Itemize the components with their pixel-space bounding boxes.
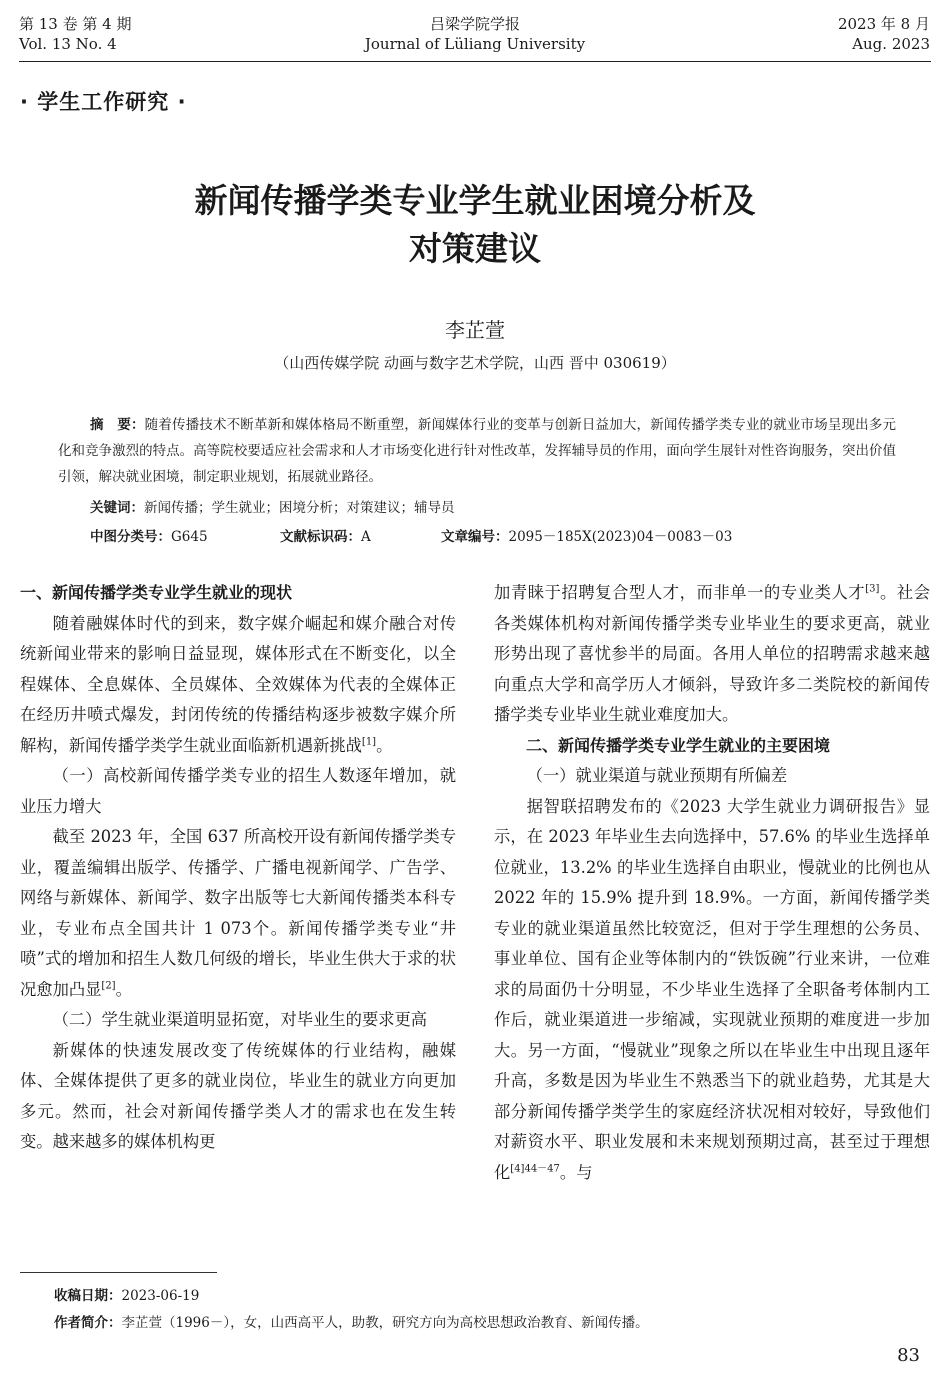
body-right-column: [494, 578, 930, 1188]
citation-ref: [4]44－47: [510, 1163, 560, 1175]
abstract-text: 随着传播技术不断革新和媒体格局不断重塑，新闻媒体行业的变革与创新日益加大，新闻传播学类专业的就业市场呈现出多元化和竞争激烈的特点。高等院校要适应社会需求和人才市场变化进行针对性改革，发挥辅导员的作用，面向学生展针对性咨询服务，突出价值引领，解决就业困境，制定职业规划，拓展就业路径。: [58, 417, 896, 485]
citation-ref: [2]: [101, 980, 116, 992]
author-affiliation: （山西传媒学院 动画与数字艺术学院，山西 晋中 030619）: [274, 354, 676, 372]
clc-value: G645: [171, 529, 208, 545]
article-title-line2: 对策建议: [409, 229, 541, 268]
citation-ref: [3]: [865, 583, 880, 595]
paragraph: 随着融媒体时代的到来，数字媒介崛起和媒介融合对传统新闻业带来的影响日益显现，媒体形式在不断变化，以全程媒体、全息媒体、全员媒体、全效媒体为代表的全媒体正在经历井喷式爆发，封闭传统的传播结构逐步被数字媒介所解构，新闻传播学类学生就业面临新机遇新挑战[1]。: [20, 613, 456, 755]
section-heading-2: 二、新闻传播学类专业学生就业的主要困境: [526, 735, 831, 755]
clc-number: [90, 525, 208, 545]
date-en: Aug. 2023: [852, 35, 930, 53]
author-bio: [54, 1311, 649, 1331]
article-number-value: 2095－185X(2023)04－0083－03: [508, 529, 733, 545]
bio-label: 作者简介：: [54, 1315, 122, 1331]
received-date: [54, 1284, 199, 1304]
page-number: 83: [897, 1345, 920, 1366]
journal-date: [838, 14, 930, 54]
citation-ref: [1]: [361, 736, 377, 748]
issue-en: Vol. 13 No. 4: [19, 35, 117, 53]
received-value: 2023-06-19: [121, 1288, 200, 1304]
body-left-column: [20, 578, 456, 1158]
date-cn: 2023 年 8 月: [837, 15, 930, 33]
journal-name-en: Journal of Lüliang University: [364, 35, 586, 53]
paragraph: 新媒体的快速发展改变了传统媒体的行业结构，融媒体、全媒体提供了更多的就业岗位，毕业生的就业方向更加多元。然而，社会对新闻传播学类人才的需求也在发生转变。越来越多的媒体机构更: [20, 1040, 456, 1151]
clc-label: 中图分类号：: [90, 529, 171, 545]
subsection-heading-2-1: （一）就业渠道与就业预期有所偏差: [526, 766, 788, 785]
footnote-divider: [20, 1272, 217, 1273]
paragraph: 据智联招聘发布的《2023 大学生就业力调研报告》显示，在 2023 年毕业生去向选择中，57.6% 的毕业生选择单位就业，13.2% 的毕业生选择自由职业，慢就业的比例也从 2022 年的 15.9% 提升到 18.9%。一方面，新闻传播学类专业的就业渠道虽然比较宽泛，但对于学生理想的公务员、事业单位、国有企业等体制内的“铁饭碗”行业来讲，一位难求的局面仍十分明显，不少毕业生选择了全职备考体制内工作后，就业渠道进一步缩减，实现就业预期的难度进一步加大。另一方面，“慢就业”现象之所以在毕业生中出现且逐年升高，多数是因为毕业生不熟悉当下的就业趋势，尤其是大部分新闻传播学类学生的家庭经济状况相对较好，导致他们对薪资水平、职业发展和未来规划预期过高，甚至过于理想化$^{[4]44-47}$。与: [494, 796, 930, 1182]
document-code-label: 文献标识码：: [280, 529, 361, 545]
keywords-label: 关键词：: [90, 500, 144, 516]
subsection-heading-1-2: （二）学生就业渠道明显拓宽，对毕业生的要求更高: [52, 1010, 428, 1029]
article-number: [441, 525, 732, 545]
journal-name-cn: 吕梁学院学报: [429, 15, 520, 33]
paragraph: 截至 2023 年，全国 637 所高校开设有新闻传播学类专业，覆盖编辑出版学、传播学、广播电视新闻学、广告学、网络与新媒体、新闻学、数字出版等七大新闻传播类本科专业，专业布点全国共计 1 073个。新闻传播学类专业“井喷”式的增加和招生人数几何级的增长，毕业生供大于求的状况愈加凸显[2]。: [20, 827, 456, 999]
paragraph: 加青睐于招聘复合型人才，而非单一的专业类人才[3]。社会各类媒体机构对新闻传播学类专业毕业生的要求更高，就业形势出现了喜忧参半的局面。各用人单位的招聘需求越来越向重点大学和高学历人才倾斜，导致许多二类院校的新闻传播学类专业毕业生就业难度加大。: [494, 583, 930, 724]
document-code-value: A: [361, 529, 371, 545]
abstract-label: 摘 要：: [90, 417, 145, 433]
issue-cn: 第 13 卷 第 4 期: [19, 15, 132, 33]
keywords: [90, 496, 455, 516]
received-label: 收稿日期：: [54, 1288, 122, 1304]
header-divider: [19, 61, 931, 62]
section-heading-1: 一、新闻传播学类专业学生就业的现状: [20, 583, 293, 602]
journal-name: [0, 14, 950, 54]
document-code: [280, 525, 371, 545]
bio-value: 李芷萱（1996－），女，山西高平人，助教，研究方向为高校思想政治教育、新闻传播。: [121, 1315, 649, 1331]
section-tag: · 学生工作研究 ·: [20, 90, 187, 114]
keywords-text: 新闻传播；学生就业；困境分析；对策建议；辅导员: [144, 500, 455, 516]
article-title-line1: 新闻传播学类专业学生就业困境分析及: [194, 181, 756, 220]
article-number-label: 文章编号：: [441, 529, 509, 545]
author-name: 李芷萱: [445, 318, 505, 342]
subsection-heading-1-1: （一）高校新闻传播学类专业的招生人数逐年增加，就业压力增大: [20, 766, 456, 816]
abstract: [58, 412, 896, 490]
